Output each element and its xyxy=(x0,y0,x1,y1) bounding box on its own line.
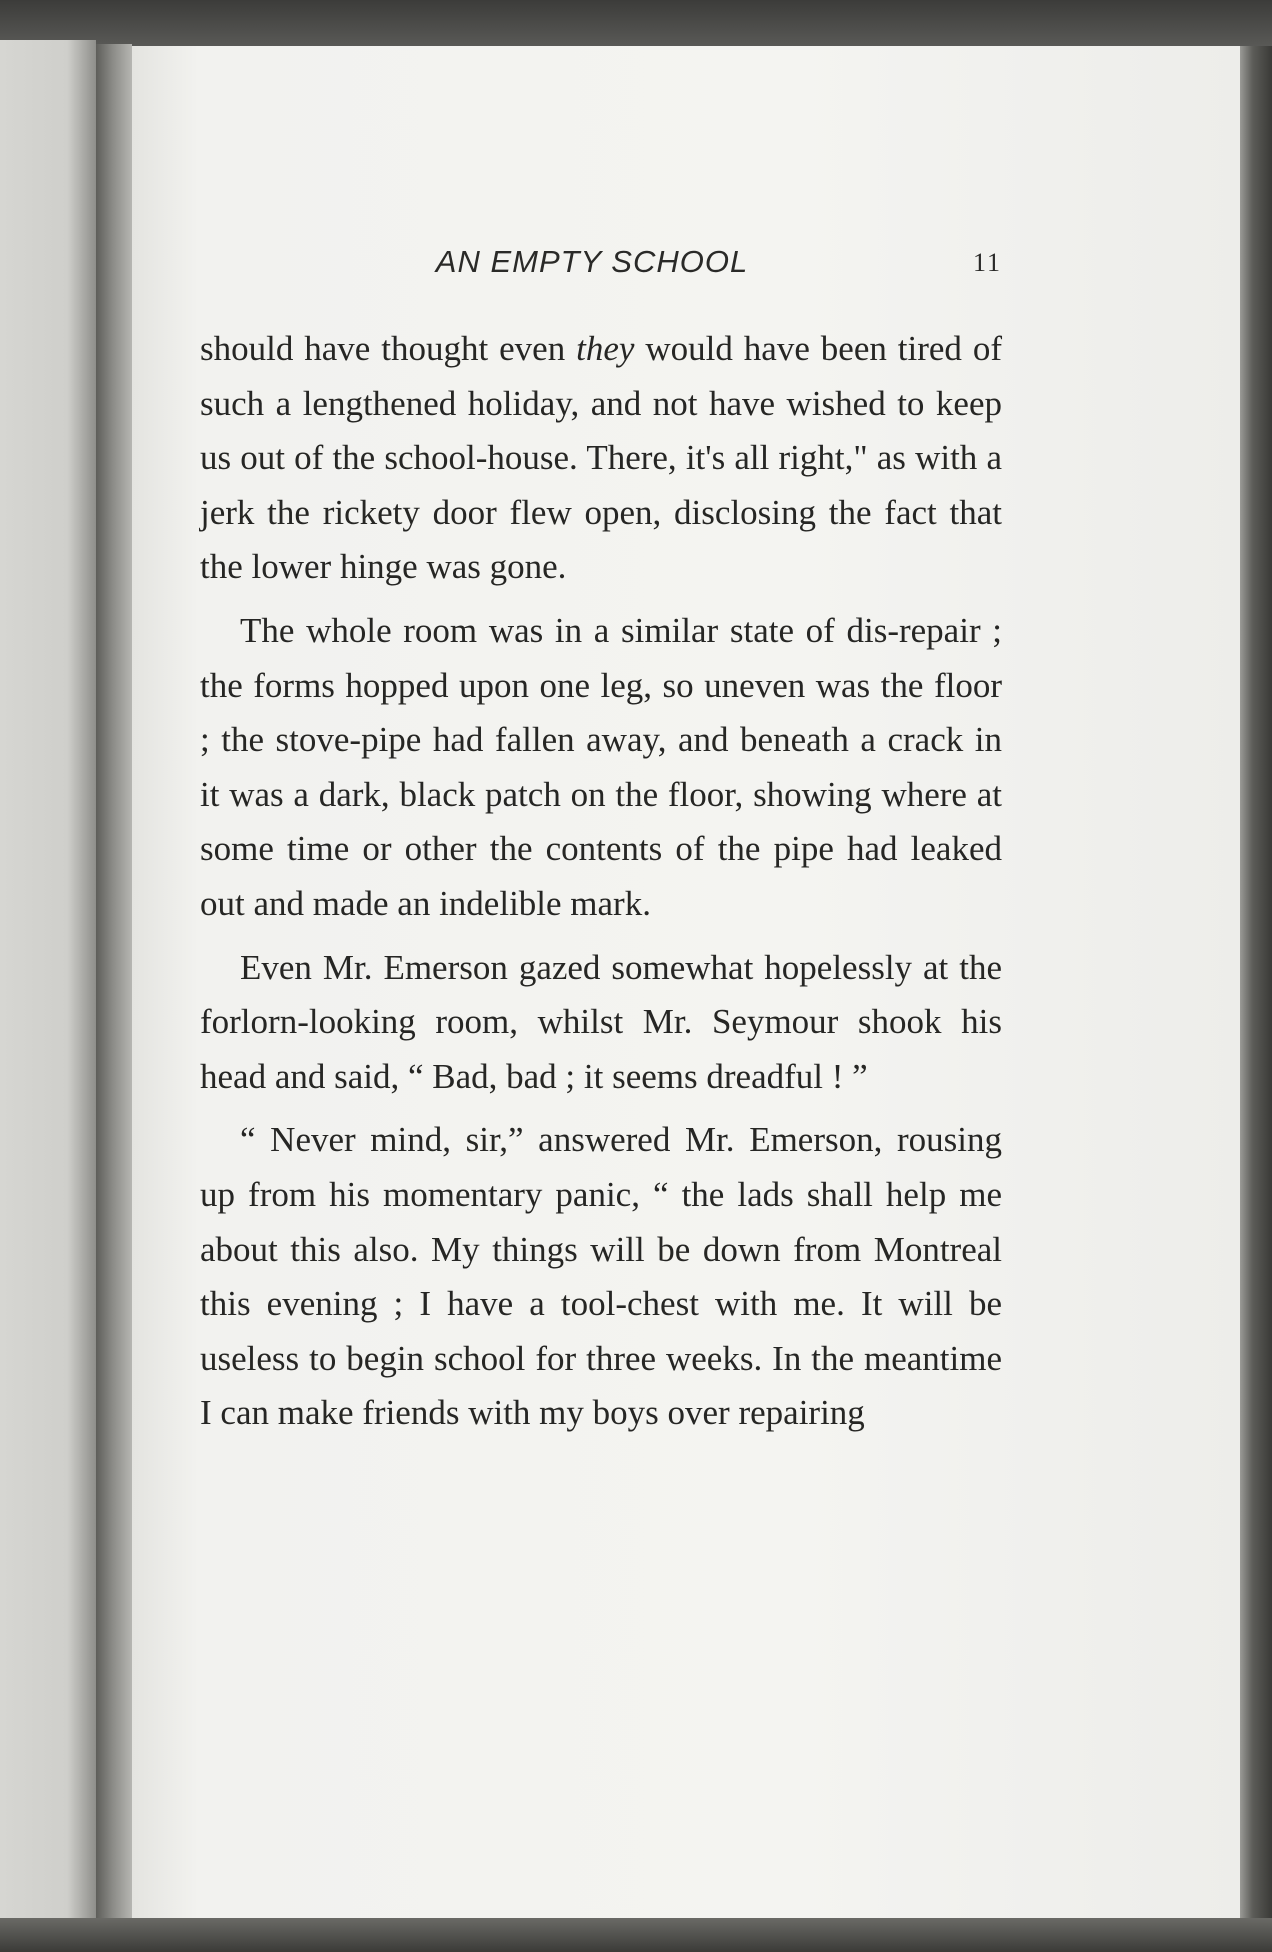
scan-top-edge xyxy=(0,0,1272,48)
facing-page-edge xyxy=(0,40,96,1920)
page-fore-edge xyxy=(1240,46,1272,1946)
book-gutter xyxy=(96,44,132,1920)
paragraph: “ Never mind, sir,” answered Mr. Emerson, rousing up from his momentary panic, “ the lads shall help me about this also. My things will be down from Montreal this evening ; I have a tool-chest with me. It will be useless to begin school for three weeks. In the meantime I can make friends with my boys over repairing xyxy=(200,1120,1002,1433)
scan-bottom-edge xyxy=(0,1918,1272,1952)
paragraph-text: would have been tired of such a lengthened holiday, and not have wished to keep us out of the school-house. There, it's all right," as with a jerk the rickety door flew open, disclosing the fact that the lower hinge was gone. xyxy=(200,329,1002,587)
page-number: 11 xyxy=(972,248,1002,277)
emphasized-word: they xyxy=(576,329,635,368)
running-head xyxy=(200,244,1002,292)
body-text xyxy=(200,322,1002,1450)
paragraph-text: should have thought even xyxy=(200,329,577,368)
paragraph: The whole room was in a similar state of dis-repair ; the forms hopped upon one leg, so uneven was the floor ; the stove-pipe had fallen away, and beneath a crack in it was a dark, black patch on the floor, showing where at some time or other the contents of the pipe had leaked out and made an indelible mark. xyxy=(200,610,1002,923)
running-head-title: AN EMPTY SCHOOL xyxy=(435,244,749,279)
paragraph: Even Mr. Emerson gazed somewhat hopelessly at the forlorn-looking room, whilst Mr. Seymour shook his head and said, “ Bad, bad ; it seems dreadful ! ” xyxy=(200,947,1002,1096)
paragraph-continued xyxy=(200,322,1002,595)
